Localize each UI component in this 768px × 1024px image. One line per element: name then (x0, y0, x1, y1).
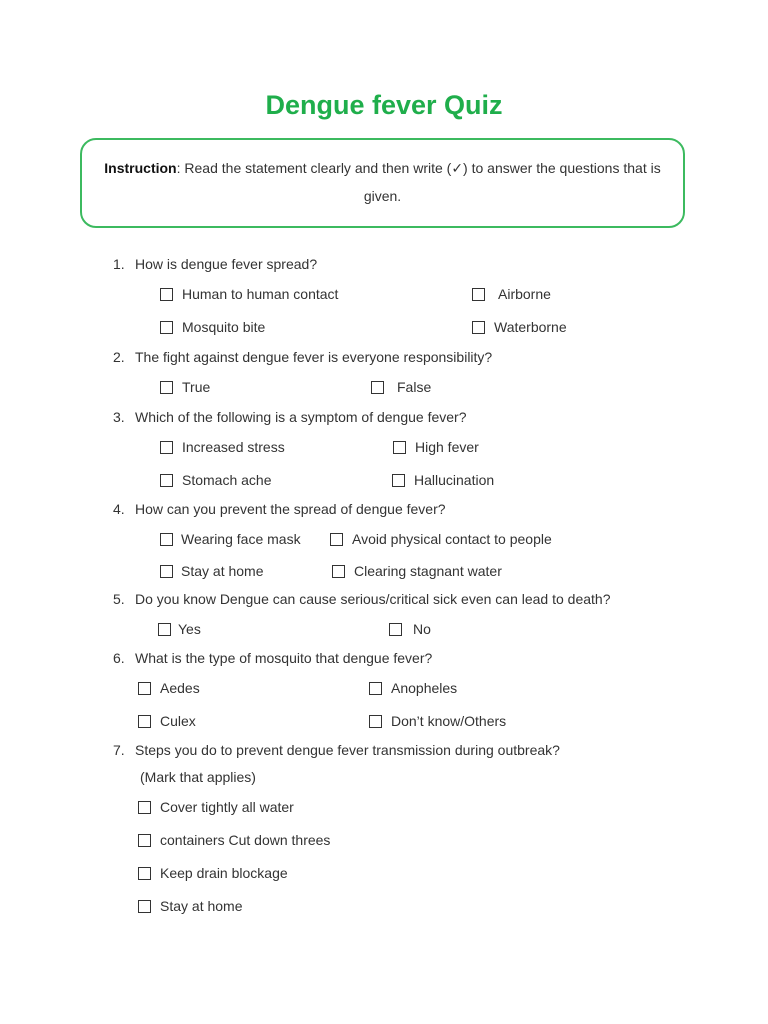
option-label: Airborne (498, 286, 551, 302)
instruction-box (80, 138, 685, 228)
question-3 (113, 409, 467, 425)
option-label: No (413, 621, 431, 637)
checkbox-icon[interactable] (138, 801, 151, 814)
question-number: 1. (113, 256, 125, 272)
checkbox-icon[interactable] (389, 623, 402, 636)
option-no[interactable] (389, 621, 431, 637)
option-label: Avoid physical contact to people (352, 531, 552, 547)
option-label: Cover tightly all water (160, 799, 294, 815)
checkbox-icon[interactable] (138, 715, 151, 728)
checkbox-icon[interactable] (160, 441, 173, 454)
checkbox-icon[interactable] (160, 474, 173, 487)
question-6 (113, 650, 432, 666)
option-cover-tightly-all-water[interactable] (138, 799, 294, 815)
option-hallucination[interactable] (392, 472, 494, 488)
option-label: Increased stress (182, 439, 285, 455)
option-true[interactable] (160, 379, 210, 395)
option-label: Culex (160, 713, 196, 729)
checkbox-icon[interactable] (472, 288, 485, 301)
option-label: Stay at home (181, 563, 264, 579)
question-text: What is the type of mosquito that dengue fever? (135, 650, 433, 666)
checkbox-icon[interactable] (369, 715, 382, 728)
checkbox-icon[interactable] (138, 900, 151, 913)
option-avoid-physical-contact[interactable] (330, 531, 552, 547)
question-2 (113, 349, 492, 365)
question-text: Steps you do to prevent dengue fever transmission during outbreak? (135, 742, 560, 758)
question-4 (113, 501, 446, 517)
option-containers-cut-down-threes[interactable] (138, 832, 330, 848)
question-note: (Mark that applies) (140, 769, 256, 785)
option-yes[interactable] (158, 621, 201, 637)
option-label: Stay at home (160, 898, 243, 914)
checkbox-icon[interactable] (158, 623, 171, 636)
option-clearing-stagnant-water[interactable] (332, 563, 502, 579)
question-text: How is dengue fever spread? (135, 256, 318, 272)
checkbox-icon[interactable] (138, 834, 151, 847)
option-label: Human to human contact (182, 286, 339, 302)
option-false[interactable] (371, 379, 431, 395)
option-label: Wearing face mask (181, 531, 301, 547)
checkbox-icon[interactable] (472, 321, 485, 334)
checkbox-icon[interactable] (371, 381, 384, 394)
option-wearing-face-mask[interactable] (160, 531, 301, 547)
option-label: Don’t know/Others (391, 713, 507, 729)
question-text: The fight against dengue fever is everyone responsibility? (135, 349, 493, 365)
option-label: Hallucination (414, 472, 495, 488)
option-aedes[interactable] (138, 680, 200, 696)
checkbox-icon[interactable] (160, 381, 173, 394)
question-text: Which of the following is a symptom of dengue fever? (135, 409, 467, 425)
option-label: containers Cut down threes (160, 832, 331, 848)
question-number: 2. (113, 349, 125, 365)
checkbox-icon[interactable] (138, 867, 151, 880)
option-human-to-human-contact[interactable] (160, 286, 338, 302)
option-label: Anopheles (391, 680, 458, 696)
option-keep-drain-blockage[interactable] (138, 865, 288, 881)
option-label: Clearing stagnant water (354, 563, 502, 579)
option-stay-at-home[interactable] (160, 563, 264, 579)
option-label: Keep drain blockage (160, 865, 288, 881)
option-culex[interactable] (138, 713, 196, 729)
question-number: 4. (113, 501, 125, 517)
question-number: 3. (113, 409, 125, 425)
checkbox-icon[interactable] (160, 321, 173, 334)
option-label: Waterborne (494, 319, 567, 335)
checkbox-icon[interactable] (160, 533, 173, 546)
question-text: How can you prevent the spread of dengue fever? (135, 501, 446, 517)
option-high-fever[interactable] (393, 439, 479, 455)
question-number: 5. (113, 591, 125, 607)
checkbox-icon[interactable] (160, 565, 173, 578)
question-1 (113, 256, 317, 272)
option-label: Stomach ache (182, 472, 272, 488)
option-mosquito-bite[interactable] (160, 319, 265, 335)
option-stay-at-home-outbreak[interactable] (138, 898, 243, 914)
checkbox-icon[interactable] (138, 682, 151, 695)
option-stomach-ache[interactable] (160, 472, 272, 488)
option-dont-know-others[interactable] (369, 713, 506, 729)
page-title: Dengue fever Quiz (265, 90, 503, 120)
checkbox-icon[interactable] (160, 288, 173, 301)
option-airborne[interactable] (472, 286, 551, 302)
question-5 (113, 591, 611, 607)
option-label: Yes (178, 621, 201, 637)
checkbox-icon[interactable] (369, 682, 382, 695)
instruction-label: Instruction (104, 160, 177, 176)
option-label: False (397, 379, 432, 395)
checkbox-icon[interactable] (330, 533, 343, 546)
checkbox-icon[interactable] (332, 565, 345, 578)
option-label: True (182, 379, 211, 395)
option-label: High fever (415, 439, 479, 455)
question-number: 6. (113, 650, 125, 666)
option-waterborne[interactable] (472, 319, 567, 335)
checkbox-icon[interactable] (392, 474, 405, 487)
question-number: 7. (113, 742, 125, 758)
option-label: Aedes (160, 680, 200, 696)
option-anopheles[interactable] (369, 680, 457, 696)
question-text: Do you know Dengue can cause serious/critical sick even can lead to death? (135, 591, 611, 607)
option-label: Mosquito bite (182, 319, 266, 335)
question-7 (113, 742, 560, 758)
instruction-text: : Read the statement clearly and then write (✓) to answer the questions that is given. (176, 160, 661, 204)
checkbox-icon[interactable] (393, 441, 406, 454)
option-increased-stress[interactable] (160, 439, 285, 455)
